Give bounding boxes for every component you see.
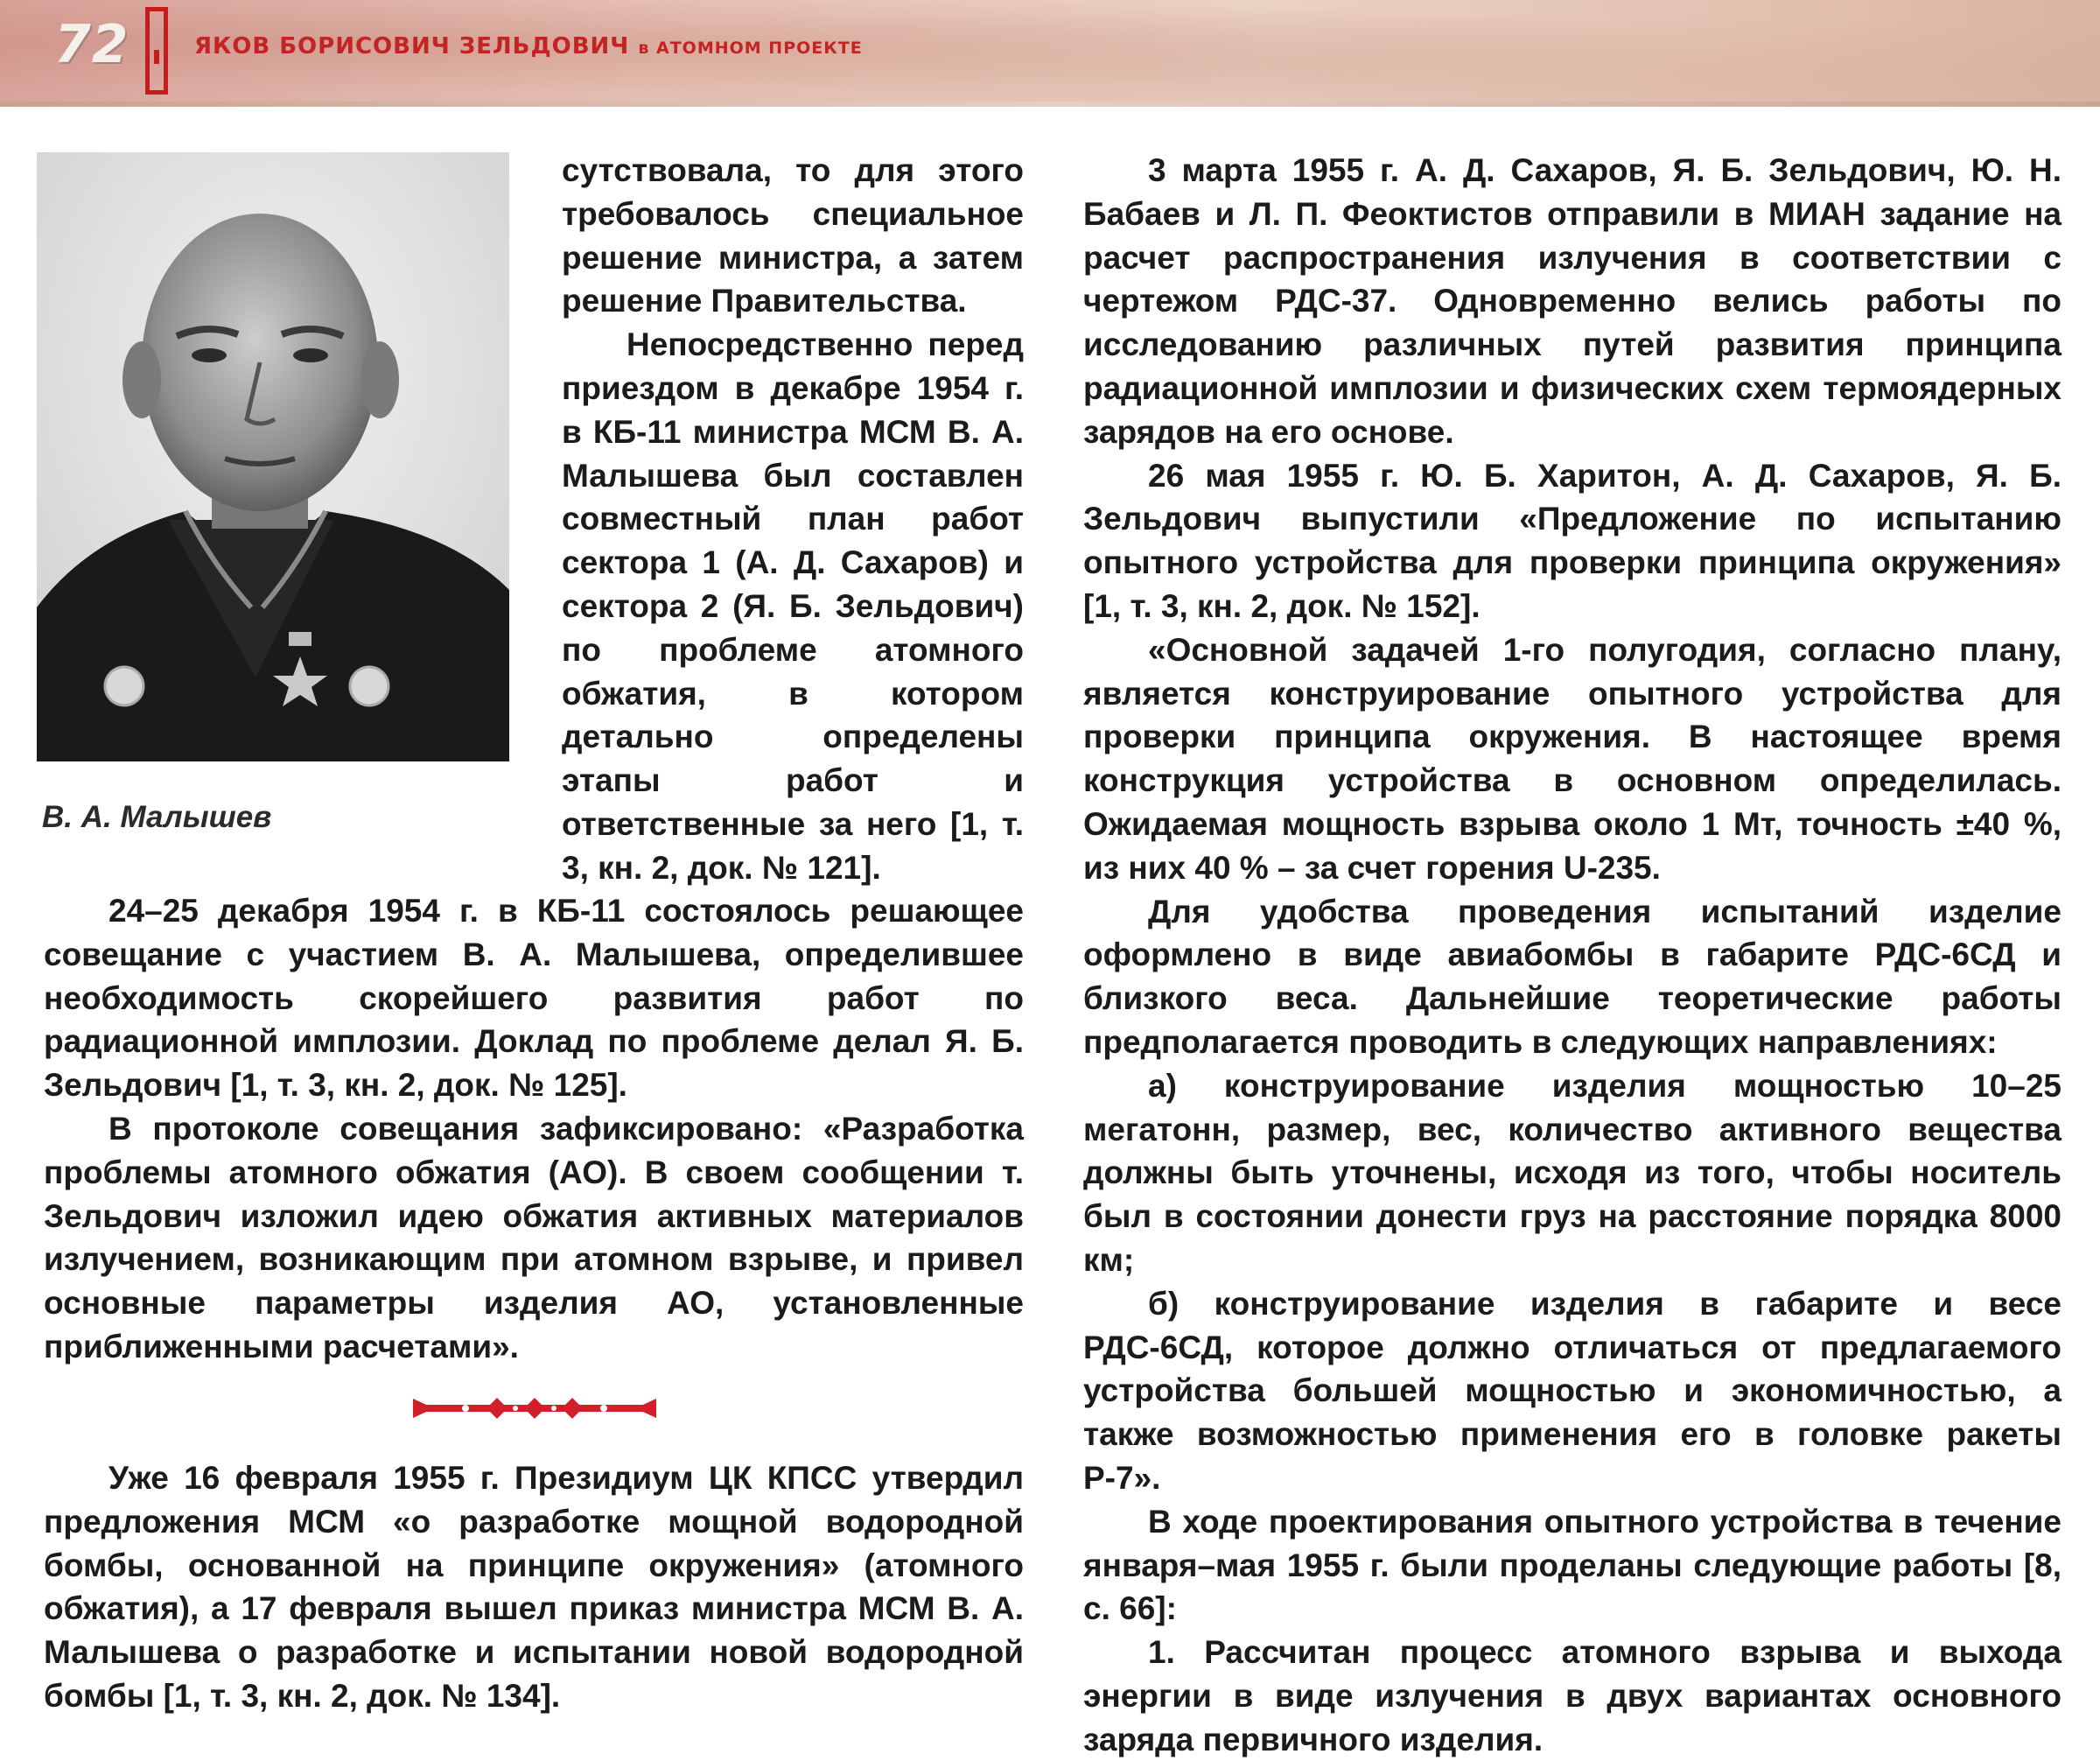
paragraph: Уже 16 февраля 1955 г. Президиум ЦК КПСС утвердил предложения МСМ «о разработке мощной водородной бомбы, основанной на принципе окружения» (атомного обжатия), а 17 февраля вышел приказ министра МСМ В. А. Малышева о разработке и испытании новой водородной бомбы [1, т. 3, кн. 2, док. № 134]. xyxy=(44,1460,1024,1714)
portrait-image-icon xyxy=(37,152,509,761)
paragraph: В протоколе совещания зафиксировано: «Разработка проблемы атомного обжатия (АО). В своем сообщении т. Зельдович изложил идею обжатия активных материалов излучением, возникающим при атомном взрыве, и привел основные параметры изделия АО, установленные приближенными расчетами». xyxy=(44,1110,1024,1365)
paragraph: Для удобства проведения испытаний изделие оформлено в виде авиабомбы в габарите РДС-6СД и близкого веса. Дальнейшие теоретические работы предполагается проводить в следующих направлениях: xyxy=(1083,893,2062,1060)
paragraph: а) конструирование изделия мощностью 10–25 мегатонн, размер, вес, количество активного вещества должны быть уточнены, исходя из того, чтобы носитель был в состоянии донести груз на расстояние порядка 8000 км; xyxy=(1083,1067,2062,1278)
photo-caption: В. А. Малышев xyxy=(42,800,272,834)
header-ornament-icon xyxy=(145,7,168,95)
running-head-subtitle: в АТОМНОМ ПРОЕКТЕ xyxy=(638,39,863,58)
text-column-right xyxy=(1083,149,2062,1761)
text-column-left-bottom xyxy=(44,1456,1024,1718)
running-head-title: ЯКОВ БОРИСОВИЧ ЗЕЛЬДОВИЧ xyxy=(194,33,630,60)
paragraph: 26 мая 1955 г. Ю. Б. Харитон, А. Д. Сахаров, Я. Б. Зельдович выпустили «Предложение по испытанию опытного устройства для проверки принципа окружения» [1, т. 3, кн. 2, док. № 152]. xyxy=(1083,457,2062,624)
page-number: 72 xyxy=(54,14,130,75)
paragraph: В ходе проектирования опытного устройства в течение января–мая 1955 г. были проделаны следующие работы [8, с. 66]: xyxy=(1083,1503,2062,1627)
text-column-left xyxy=(44,889,1024,1369)
paragraph: б) конструирование изделия в габарите и весе РДС-6СД, которое должно отличаться от предлагаемого устройства большей мощностью и экономичностью, а также возможностью применения его в головке ракеты Р-7». xyxy=(1083,1285,2062,1496)
section-divider-ornament-icon xyxy=(413,1395,656,1421)
text-column-narrow xyxy=(562,149,1024,890)
paragraph: сутствовала, то для этого требовалось специальное решение министра, а затем решение Правительства. xyxy=(562,152,1024,319)
paragraph: «Основной задачей 1-го полугодия, согласно плану, является конструирование опытного устройства для проверки принципа окружения. В настоящее время конструкция устройства в основном определилась. Ожидаемая мощность взрыва около 1 Мт, точность ±40 %, из них 40 % – за счет горения U-235. xyxy=(1083,631,2062,886)
page-header xyxy=(0,0,2100,107)
paragraph: 1. Рассчитан процесс атомного взрыва и выхода энергии в виде излучения в двух вариантах основного заряда первичного изделия. xyxy=(1083,1634,2062,1757)
paragraph: 3 марта 1955 г. А. Д. Сахаров, Я. Б. Зельдович, Ю. Н. Бабаев и Л. П. Феоктистов отправили в МИАН задание на расчет распространения излучения в соответствии с чертежом РДС-37. Одновременно велись работы по исследованию различных путей развития принципа радиационной имплозии и физических схем термоядерных зарядов на его основе. xyxy=(1083,152,2062,450)
portrait-photo xyxy=(37,152,509,761)
running-head xyxy=(194,32,863,63)
paragraph: Непосредственно перед приездом в декабре 1954 г. в КБ-11 министра МСМ В. А. Малышева был составлен совместный план работ сектора 1 (А. Д. Сахаров) и сектора 2 (Я. Б. Зельдович) по проблеме атомного обжатия, в котором детально определены этапы работ и ответственные за него [1, т. 3, кн. 2, док. № 121]. xyxy=(562,326,1024,886)
paragraph: 24–25 декабря 1954 г. в КБ-11 состоялось решающее совещание с участием В. А. Малышева, определившее необходимость скорейшего развития работ по радиационной имплозии. Доклад по проблеме делал Я. Б. Зельдович [1, т. 3, кн. 2, док. № 125]. xyxy=(44,893,1024,1104)
